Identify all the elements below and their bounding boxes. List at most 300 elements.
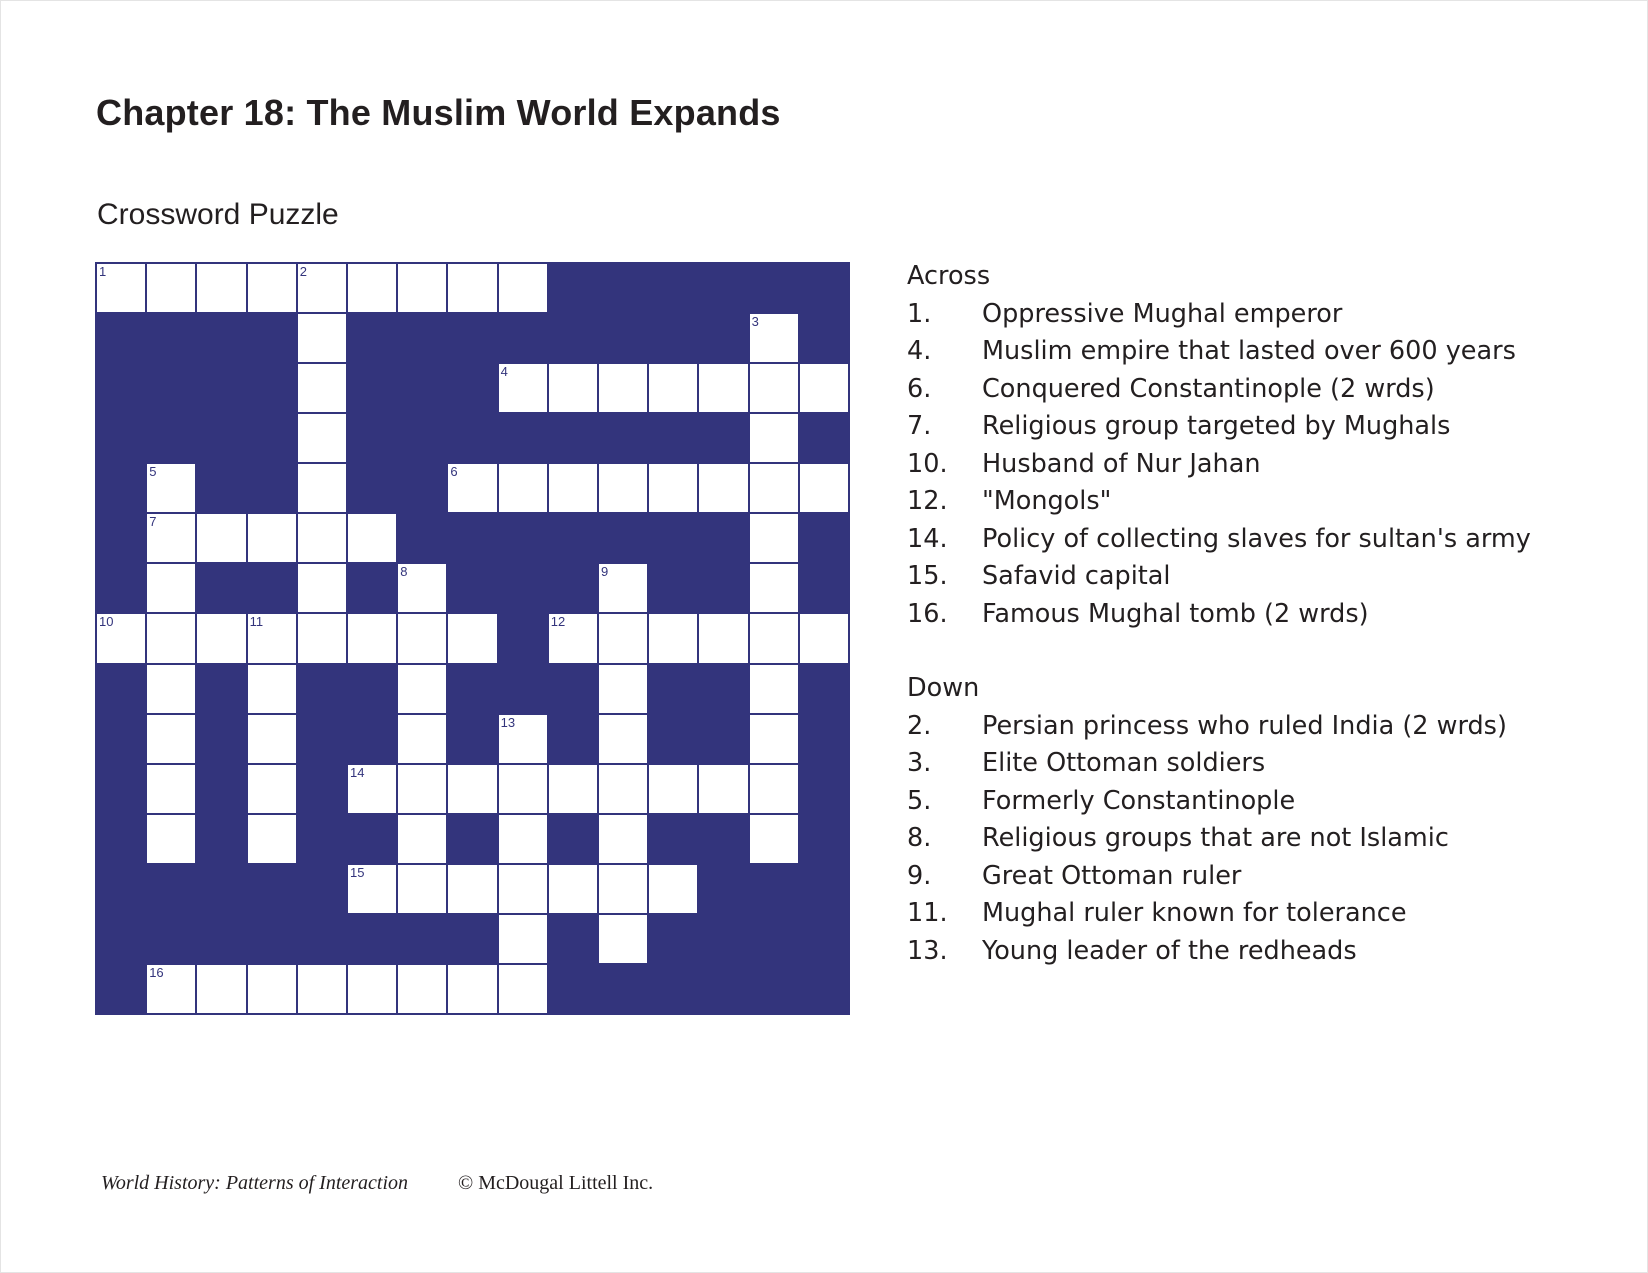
crossword-cell[interactable] xyxy=(96,263,146,313)
crossword-cell[interactable] xyxy=(698,363,748,413)
crossword-block xyxy=(347,664,397,714)
clue-number: 2 xyxy=(299,264,308,279)
clue-number: 6 xyxy=(450,464,458,480)
clue-num: 11. xyxy=(907,898,948,928)
crossword-cell[interactable] xyxy=(297,263,347,313)
crossword-cell[interactable] xyxy=(648,463,698,513)
crossword-cell[interactable] xyxy=(247,764,297,814)
clue-text: Persian princess who ruled India (2 wrds) xyxy=(982,710,1507,741)
across-clue xyxy=(907,596,1627,634)
clue-text: Elite Ottoman soldiers xyxy=(982,748,1266,778)
crossword-block xyxy=(698,563,748,613)
crossword-cell[interactable] xyxy=(598,463,648,513)
crossword-block xyxy=(799,413,849,463)
crossword-cell[interactable] xyxy=(447,964,497,1014)
crossword-block xyxy=(598,263,648,313)
clue-number: 15 xyxy=(350,864,365,880)
crossword-block xyxy=(347,814,397,864)
clue-text: Muslim empire that lasted over 600 years xyxy=(982,336,1516,366)
crossword-block xyxy=(548,413,598,463)
crossword-cell[interactable] xyxy=(146,714,196,764)
crossword-cell[interactable] xyxy=(347,964,397,1014)
crossword-cell[interactable] xyxy=(397,864,447,914)
crossword-block xyxy=(598,313,648,363)
crossword-block xyxy=(447,714,497,764)
down-heading: Down xyxy=(907,673,980,703)
crossword-block xyxy=(297,714,347,764)
crossword-block xyxy=(247,563,297,613)
crossword-cell[interactable] xyxy=(447,864,497,914)
clue-text: Famous Mughal tomb (2 wrds) xyxy=(982,598,1369,629)
clue-number: 13 xyxy=(500,714,516,730)
crossword-cell[interactable] xyxy=(397,664,447,714)
crossword-block xyxy=(196,814,246,864)
crossword-block xyxy=(96,714,146,764)
crossword-cell[interactable] xyxy=(146,563,196,613)
crossword-cell[interactable] xyxy=(347,513,397,563)
clue-text: Religious groups that are not Islamic xyxy=(982,823,1449,853)
clue-number: 11 xyxy=(249,614,264,630)
crossword-block xyxy=(146,864,196,914)
clue-num: 1. xyxy=(907,298,932,329)
crossword-block xyxy=(749,964,799,1014)
crossword-block xyxy=(698,413,748,463)
clue-number: 3 xyxy=(751,314,759,330)
crossword-block xyxy=(196,463,246,513)
crossword-block xyxy=(96,864,146,914)
crossword-cell[interactable] xyxy=(247,714,297,764)
across-clue xyxy=(907,408,1627,446)
clue-num: 12. xyxy=(907,486,948,516)
crossword-block xyxy=(347,914,397,964)
clue-text: Oppressive Mughal emperor xyxy=(982,298,1343,329)
crossword-cell[interactable] xyxy=(297,964,347,1014)
crossword-cell[interactable] xyxy=(397,964,447,1014)
crossword-block xyxy=(297,764,347,814)
crossword-block xyxy=(347,363,397,413)
across-clue-list xyxy=(907,296,1627,634)
page-subtitle: Crossword Puzzle xyxy=(97,198,339,231)
clue-num: 14. xyxy=(907,523,948,554)
crossword-block xyxy=(297,664,347,714)
crossword-cell[interactable] xyxy=(447,764,497,814)
crossword-cell[interactable] xyxy=(196,964,246,1014)
crossword-block xyxy=(96,964,146,1014)
crossword-cell[interactable] xyxy=(297,363,347,413)
crossword-block xyxy=(749,914,799,964)
crossword-block xyxy=(247,363,297,413)
crossword-cell[interactable] xyxy=(598,864,648,914)
crossword-block xyxy=(447,563,497,613)
crossword-block xyxy=(548,263,598,313)
crossword-cell[interactable] xyxy=(397,814,447,864)
crossword-cell[interactable] xyxy=(498,814,548,864)
crossword-block xyxy=(447,513,497,563)
crossword-block xyxy=(347,313,397,363)
clue-number: 7 xyxy=(149,514,157,530)
crossword-cell[interactable] xyxy=(648,864,698,914)
crossword-cell[interactable] xyxy=(146,263,196,313)
down-clue xyxy=(907,708,1627,746)
footer-book-title: World History: Patterns of Interaction xyxy=(101,1172,409,1194)
crossword-cell[interactable] xyxy=(146,764,196,814)
crossword-cell[interactable] xyxy=(196,613,246,663)
crossword-cell[interactable] xyxy=(598,714,648,764)
crossword-block xyxy=(648,263,698,313)
across-clue xyxy=(907,483,1627,521)
crossword-cell[interactable] xyxy=(648,363,698,413)
crossword-cell[interactable] xyxy=(146,814,196,864)
crossword-cell[interactable] xyxy=(347,764,397,814)
across-clue xyxy=(907,446,1627,484)
clue-num: 8. xyxy=(907,823,932,853)
crossword-cell[interactable] xyxy=(598,563,648,613)
crossword-cell[interactable] xyxy=(96,613,146,663)
clue-text: Great Ottoman ruler xyxy=(982,860,1242,891)
crossword-cell[interactable] xyxy=(749,714,799,764)
crossword-block xyxy=(247,413,297,463)
crossword-cell[interactable] xyxy=(749,313,799,363)
crossword-block xyxy=(397,363,447,413)
crossword-block xyxy=(96,313,146,363)
across-clue xyxy=(907,296,1627,334)
crossword-block xyxy=(598,513,648,563)
crossword-block xyxy=(96,363,146,413)
clue-number: 9 xyxy=(601,564,609,580)
crossword-cell[interactable] xyxy=(598,664,648,714)
crossword-block xyxy=(347,413,397,463)
clue-num: 16. xyxy=(907,598,948,629)
clue-num: 10. xyxy=(907,448,948,479)
crossword-block xyxy=(698,864,748,914)
across-clue xyxy=(907,371,1627,409)
clue-num: 3. xyxy=(907,748,932,778)
crossword-cell[interactable] xyxy=(799,463,849,513)
crossword-block xyxy=(196,313,246,363)
crossword-block xyxy=(698,664,748,714)
crossword-cell[interactable] xyxy=(498,914,548,964)
crossword-grid xyxy=(95,262,850,1015)
across-clue xyxy=(907,521,1627,559)
clue-number: 5 xyxy=(149,464,157,480)
crossword-cell[interactable] xyxy=(799,613,849,663)
across-clue xyxy=(907,333,1627,371)
crossword-cell[interactable] xyxy=(397,764,447,814)
crossword-block xyxy=(548,513,598,563)
crossword-block xyxy=(548,714,598,764)
crossword-block xyxy=(648,814,698,864)
down-clue-list xyxy=(907,708,1627,971)
clue-number: 12 xyxy=(550,614,566,630)
crossword-cell[interactable] xyxy=(397,613,447,663)
crossword-block xyxy=(799,864,849,914)
crossword-block xyxy=(146,914,196,964)
crossword-cell[interactable] xyxy=(297,513,347,563)
crossword-block xyxy=(548,814,598,864)
crossword-cell[interactable] xyxy=(598,764,648,814)
crossword-cell[interactable] xyxy=(749,613,799,663)
crossword-block xyxy=(196,864,246,914)
footer-copyright: © McDougal Littell Inc. xyxy=(458,1172,654,1194)
clue-text: Religious group targeted by Mughals xyxy=(982,411,1451,441)
down-clue xyxy=(907,858,1627,896)
crossword-block xyxy=(498,563,548,613)
crossword-block xyxy=(648,563,698,613)
crossword-cell[interactable] xyxy=(548,764,598,814)
clue-text: Husband of Nur Jahan xyxy=(982,448,1261,479)
crossword-cell[interactable] xyxy=(648,613,698,663)
clue-text: "Mongols" xyxy=(982,486,1112,516)
crossword-cell[interactable] xyxy=(749,764,799,814)
clue-num: 15. xyxy=(907,561,948,591)
crossword-block xyxy=(96,563,146,613)
crossword-block xyxy=(96,413,146,463)
crossword-cell[interactable] xyxy=(297,563,347,613)
crossword-block xyxy=(96,513,146,563)
crossword-cell[interactable] xyxy=(548,864,598,914)
crossword-block xyxy=(749,864,799,914)
crossword-cell[interactable] xyxy=(347,864,397,914)
crossword-block xyxy=(548,313,598,363)
crossword-cell[interactable] xyxy=(146,513,196,563)
crossword-cell[interactable] xyxy=(447,463,497,513)
crossword-block xyxy=(598,964,648,1014)
crossword-cell[interactable] xyxy=(196,513,246,563)
crossword-block xyxy=(698,513,748,563)
crossword-cell[interactable] xyxy=(749,413,799,463)
crossword-block xyxy=(247,463,297,513)
crossword-cell[interactable] xyxy=(749,463,799,513)
clue-text: Policy of collecting slaves for sultan's army xyxy=(982,523,1531,554)
clue-text: Conquered Constantinople (2 wrds) xyxy=(982,373,1435,404)
crossword-cell[interactable] xyxy=(749,563,799,613)
clue-num: 7. xyxy=(907,411,932,441)
crossword-cell[interactable] xyxy=(498,714,548,764)
crossword-cell[interactable] xyxy=(548,613,598,663)
crossword-cell[interactable] xyxy=(247,263,297,313)
clue-number: 4 xyxy=(500,364,508,380)
crossword-cell[interactable] xyxy=(297,413,347,463)
crossword-block xyxy=(548,563,598,613)
crossword-block xyxy=(397,463,447,513)
down-clue xyxy=(907,745,1627,783)
clue-number: 10 xyxy=(99,614,114,630)
crossword-cell[interactable] xyxy=(749,363,799,413)
crossword-block xyxy=(799,263,849,313)
crossword-cell[interactable] xyxy=(648,764,698,814)
crossword-block xyxy=(648,914,698,964)
clue-number: 16 xyxy=(149,964,164,980)
page-title: Chapter 18: The Muslim World Expands xyxy=(96,92,781,133)
clue-num: 13. xyxy=(907,935,948,966)
crossword-cell[interactable] xyxy=(146,964,196,1014)
crossword-block xyxy=(146,413,196,463)
clue-number: 1 xyxy=(99,264,107,279)
crossword-cell[interactable] xyxy=(146,613,196,663)
crossword-block xyxy=(498,613,548,663)
crossword-cell[interactable] xyxy=(749,513,799,563)
crossword-cell[interactable] xyxy=(196,263,246,313)
crossword-block xyxy=(297,864,347,914)
crossword-cell[interactable] xyxy=(498,263,548,313)
across-heading: Across xyxy=(907,261,991,291)
crossword-block xyxy=(146,363,196,413)
crossword-block xyxy=(498,413,548,463)
crossword-block xyxy=(648,313,698,363)
crossword-cell[interactable] xyxy=(548,363,598,413)
crossword-block xyxy=(96,764,146,814)
crossword-cell[interactable] xyxy=(799,363,849,413)
crossword-block xyxy=(297,814,347,864)
crossword-cell[interactable] xyxy=(749,814,799,864)
across-clue xyxy=(907,558,1627,596)
crossword-cell[interactable] xyxy=(297,613,347,663)
crossword-block xyxy=(347,563,397,613)
clue-text: Safavid capital xyxy=(982,561,1171,591)
crossword-block xyxy=(698,814,748,864)
crossword-block xyxy=(196,363,246,413)
crossword-cell[interactable] xyxy=(397,563,447,613)
crossword-block xyxy=(498,313,548,363)
crossword-block xyxy=(598,413,648,463)
crossword-block xyxy=(799,914,849,964)
crossword-block xyxy=(447,914,497,964)
crossword-block xyxy=(196,413,246,463)
crossword-block xyxy=(196,914,246,964)
clue-num: 5. xyxy=(907,785,932,816)
clue-text: Young leader of the redheads xyxy=(982,935,1357,966)
clue-gap xyxy=(907,633,1627,670)
crossword-block xyxy=(799,513,849,563)
crossword-block xyxy=(196,714,246,764)
crossword-cell[interactable] xyxy=(447,613,497,663)
crossword-block xyxy=(648,413,698,463)
crossword-cell[interactable] xyxy=(498,363,548,413)
down-clue xyxy=(907,820,1627,858)
crossword-cell[interactable] xyxy=(146,664,196,714)
crossword-block xyxy=(397,914,447,964)
clue-num: 9. xyxy=(907,860,932,891)
crossword-block xyxy=(799,814,849,864)
crossword-block xyxy=(698,914,748,964)
crossword-block xyxy=(548,664,598,714)
crossword-block xyxy=(96,664,146,714)
crossword-block xyxy=(498,664,548,714)
crossword-block xyxy=(698,313,748,363)
crossword-block xyxy=(247,864,297,914)
crossword-block xyxy=(648,964,698,1014)
crossword-cell[interactable] xyxy=(548,463,598,513)
crossword-cell[interactable] xyxy=(247,814,297,864)
crossword-block xyxy=(548,914,598,964)
crossword-block xyxy=(397,513,447,563)
crossword-cell[interactable] xyxy=(498,764,548,814)
crossword-block xyxy=(799,964,849,1014)
clue-num: 6. xyxy=(907,373,932,404)
crossword-cell[interactable] xyxy=(247,664,297,714)
crossword-block xyxy=(96,914,146,964)
crossword-block xyxy=(96,814,146,864)
crossword-block xyxy=(196,563,246,613)
crossword-block xyxy=(799,664,849,714)
crossword-cell[interactable] xyxy=(397,714,447,764)
crossword-cell[interactable] xyxy=(247,513,297,563)
crossword-block xyxy=(648,513,698,563)
crossword-block xyxy=(397,313,447,363)
crossword-cell[interactable] xyxy=(498,964,548,1014)
crossword-block xyxy=(347,714,397,764)
crossword-cell[interactable] xyxy=(146,463,196,513)
crossword-block xyxy=(799,563,849,613)
down-clue xyxy=(907,895,1627,933)
crossword-block xyxy=(548,964,598,1014)
crossword-block xyxy=(799,714,849,764)
clue-number: 8 xyxy=(400,564,408,580)
crossword-block xyxy=(799,313,849,363)
clue-number: 14 xyxy=(350,764,365,780)
crossword-cell[interactable] xyxy=(698,613,748,663)
crossword-block xyxy=(196,664,246,714)
down-clue xyxy=(907,933,1627,971)
clue-num: 4. xyxy=(907,336,932,366)
crossword-cell[interactable] xyxy=(498,864,548,914)
crossword-block xyxy=(247,313,297,363)
crossword-block xyxy=(648,714,698,764)
crossword-block xyxy=(447,413,497,463)
clue-text: Formerly Constantinople xyxy=(982,785,1296,816)
crossword-cell[interactable] xyxy=(347,263,397,313)
crossword-cell[interactable] xyxy=(598,914,648,964)
crossword-block xyxy=(749,263,799,313)
clue-text: Mughal ruler known for tolerance xyxy=(982,898,1407,928)
crossword-block xyxy=(447,814,497,864)
crossword-cell[interactable] xyxy=(297,463,347,513)
crossword-cell[interactable] xyxy=(749,664,799,714)
crossword-cell[interactable] xyxy=(297,313,347,363)
crossword-cell[interactable] xyxy=(498,463,548,513)
crossword-block xyxy=(698,263,748,313)
crossword-block xyxy=(347,463,397,513)
crossword-block xyxy=(447,313,497,363)
crossword-block xyxy=(397,413,447,463)
crossword-cell[interactable] xyxy=(247,613,297,663)
crossword-cell[interactable] xyxy=(698,463,748,513)
crossword-block xyxy=(799,764,849,814)
clues-panel xyxy=(907,258,1627,970)
crossword-cell[interactable] xyxy=(447,263,497,313)
crossword-cell[interactable] xyxy=(247,964,297,1014)
crossword-block xyxy=(648,664,698,714)
crossword-block xyxy=(498,513,548,563)
down-clue xyxy=(907,783,1627,821)
crossword-cell[interactable] xyxy=(347,613,397,663)
crossword-block xyxy=(698,714,748,764)
clue-num: 2. xyxy=(907,710,932,741)
crossword-block xyxy=(447,363,497,413)
crossword-block xyxy=(247,914,297,964)
crossword-block xyxy=(146,313,196,363)
crossword-cell[interactable] xyxy=(397,263,447,313)
crossword-block xyxy=(698,964,748,1014)
crossword-cell[interactable] xyxy=(698,764,748,814)
crossword-cell[interactable] xyxy=(598,814,648,864)
crossword-cell[interactable] xyxy=(598,613,648,663)
crossword-block xyxy=(447,664,497,714)
crossword-block xyxy=(196,764,246,814)
crossword-block xyxy=(96,463,146,513)
crossword-block xyxy=(297,914,347,964)
crossword-cell[interactable] xyxy=(598,363,648,413)
